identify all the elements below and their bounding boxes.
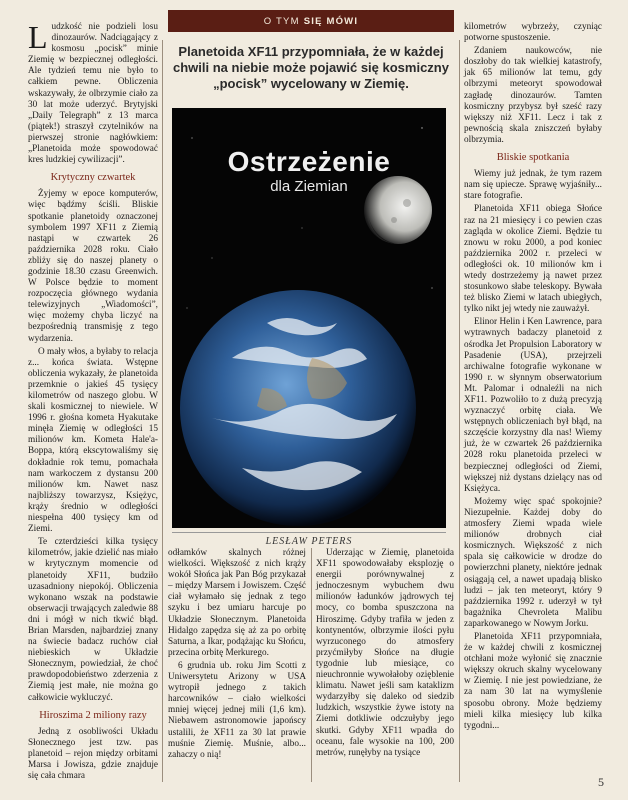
paragraph: Jedną z osobliwości Układu Słonecznego jest tzw. pas planetoid – rejon między orbitami Marsa i Jowisza, gdzie znajduje się cała chmara <box>28 726 158 782</box>
image-title: Ostrzeżenie <box>227 146 391 177</box>
paragraph: Planetoida XF11 przypomniała, że w każdej chwili z kosmicznej otchłani może wyłonić się znacznie większy okruch skalny wycelowany w Ziemię. I nie jest powiedziane, że za nam 30 lat na wymyślenie sposobu obrony. Może będziemy mieli kilka miesięcy lub kilka tygodni... <box>464 631 602 731</box>
paragraph: odłamków skalnych różnej wielkości. Większość z nich krąży wokół Słońca jak Pan Bóg przykazał – między Marsem i Jowiszem. Część ciał wyłamało się jednak z tego szyku i bez umiaru harcuje po Układzie Słonecznym. Planetoida Hidalgo zapędza się aż za po orbitę Saturna, a Ikar, podążając ku Słońcu, przecina orbitę Merkurego. <box>168 548 306 658</box>
column-rule <box>311 548 312 782</box>
section-header <box>168 10 454 32</box>
section-label: O TYM <box>263 15 300 27</box>
page-number: 5 <box>598 775 604 789</box>
paragraph: Elinor Helin i Ken Lawrence, para wytrawnych badaczy planetoid z ośrodka Jet Propulsion Laboratory w Pasadenie (USA), przejrzeli archiwalne fotografie wykonane w 1990 r. w słynnym obserwatorium Mt. Palomar i odnaleźli na nich XF11. Pozwoliło to z dużą precyzją wyznaczyć orbitę ciała. We wstępnych obliczeniach był błąd, na szczęście korzystny dla nas! Wiemy już, że w czwartek 26 października 2028 roku planetoida przeleci w bezpiecznej odległości od Ziemi, większej niż dystans dzielący nas od Księżyca. <box>464 317 602 494</box>
paragraph: O mały włos, a byłaby to relacja z... końca świata. Wstępne obliczenia wykazały, że planetoida przemknie o jakieś 45 tysięcy kilometrów od naszego globu. W skali kosmicznej to niewiele. W 1996 r. głośna kometa Hyakutake minęła Ziemię w odległości 15 milionów km. Kometa Hale'a-Boppa, którą ekscytowaliśmy się dokładnie rok temu, pomachała nam warkoczem z dystansu 200 milionów km. Nawet nasz najbliższy towarzysz, Księżyc, krąży średnio w odległości niespełna 400 tysięcy km od Ziemi. <box>28 346 158 535</box>
column-1 <box>28 19 158 784</box>
paragraph: Zdaniem naukowców, nie doszłoby do tak wielkiej katastrofy, jak 65 milionów lat temu, gdy olbrzymi meteoryt spowodował zagładę dinozaurów. Tamten kosmiczny przybysz był sześć razy większy niż XF11. Lecz i tak z pewnością skala zniszczeń byłaby olbrzymia. <box>464 46 602 145</box>
lead-text: Planetoida XF11 przypomniała, że w każdej chwili na niebie może pojawić się kosmiczny „pocisk” wycelowany w Ziemię. <box>173 44 449 91</box>
subheading: Bliskie spotkania <box>496 152 570 164</box>
paragraph: Żyjemy w epoce komputerów, więc bądźmy ściśli. Bliskie spotkanie planetoidy oznaczonej symbolem 1997 XF11 z Ziemią nastąpi w czwartek 26 października 2028 roku. Ciało zbliży się do naszej planety o godzinie 18.30 czasu Greenwich. W Polsce będzie to moment rozpoczęcia głównego wydania telewizyjnych „Wiadomości”, więc możemy chyba liczyć na bezpośrednią transmisję z tego wydarzenia. <box>28 189 158 344</box>
column-3 <box>316 548 454 761</box>
paragraph: Możemy więc spać spokojnie? Niezupełnie. Każdej doby do atmosfery Ziemi wpada wiele milionów drobnych ciał kosmicznych. Większość z nich spala się całkowicie w drodze do powierzchni planety, niektóre jednak osiągają cel, a nawet upadają blisko ludzi – jak ten meteoryt, który 9 października 1992 r. uderzył w tył bagażnika Chevroleta Malibu zaparkowanego w Nowym Jorku. <box>464 496 602 629</box>
byline: LESŁAW PETERS <box>172 532 446 547</box>
paragraph: Te czterdzieści kilka tysięcy kilometrów, jakie dzielić nas miało w krytycznym momencie od planetoidy XF11, budziło uzasadniony niepokój. Obliczenia wykonano wszak na podstawie obserwacji trwających zaledwie 88 dni i mógł w nich tkwić błąd. Brian Marsden, najbardziej znany na świecie badacz ruchów ciał niebieskich w Układzie Słonecznym, powiedział, że choć prawdopodobieństwo zderzenia z Ziemią jest małe, nie można go całkowicie wykluczyć. <box>28 537 158 703</box>
column-rule <box>162 40 163 782</box>
cover-image <box>172 108 446 528</box>
column-2 <box>168 548 306 763</box>
subheading: Hiroszima 2 miliony razy <box>39 709 147 721</box>
section-label-bold: SIĘ MÓWI <box>303 15 359 27</box>
column-4 <box>464 22 602 734</box>
image-subtitle: dla Ziemian <box>270 178 348 195</box>
subheading: Krytyczny czwartek <box>50 172 136 184</box>
paragraph: kilometrów wybrzeży, czyniąc potworne spustoszenie. <box>464 22 602 44</box>
paragraph: 6 grudnia ub. roku Jim Scotti z Uniwersytetu Arizony w USA wytropił jednego z takich harcowników – ciało wielkości mniej więcej jednej mili (1,6 km). Niebawem astronomowie japońscy ustalili, że XF11 za 30 lat prawie muśnie Ziemię. Muśnie, albo... zahaczy o nią! <box>168 660 306 760</box>
drop-cap: L <box>28 19 48 55</box>
column-rule <box>459 40 460 782</box>
paragraph: Ludzkość nie podzieli losu dinozaurów. Nadciągający z kosmosu „pocisk” minie Ziemię w bezpiecznej odległości. Ale tydzień temu nie było to całkiem pewne. Obliczenia wskazywały, że olbrzymie ciało za 30 lat może uderzyć. Brytyjski „Daily Telegraph” z 13 marca (piątek!) straszył czytelników na pierwszej stronie nagłówkiem: „Planetoida może spowodować kres ludzkiej cywilizacji”. <box>28 19 158 166</box>
paragraph: Planetoida XF11 obiega Słońce raz na 21 miesięcy i co pewien czas zagląda w okolice Ziemi. Będzie tu znowu w roku 2000, a pod koniec października 2002 r. przeleci w odległości ok. 10 milionów km i wtedy dostrzeżemy ją nawet przez stosunkowo słabe teleskopy. Bywała też blisko Ziemi w latach ubiegłych, tylko nikt jej wtedy nie zauważył. <box>464 204 602 315</box>
paragraph: Wiemy już jednak, że tym razem nam się upiecze. Sprawę wyjaśniły... stare fotografie. <box>464 169 602 202</box>
paragraph: Uderzając w Ziemię, planetoida XF11 spowodowałaby eksplozję o energii porównywalnej z jednoczesnym wybuchem dwu milionów ładunków jądrowych tej mocy, co bomba spuszczona na Hiroszimę. Gdyby trafiła w jeden z kontynentów, olbrzymie ilości pyłu wyrzuconego do atmosfery przyćmiłyby Słońce na długie tygodnie lub miesiące, co nieuchronnie wywołałoby ozięblenie klimatu. Nawet jeśli sam kataklizm wydarzyłby się daleko od siedzib ludzkich, wszystkie żywe istoty na Ziemi dotkliwie odczułyby jego skutki. Gdyby XF11 wpadła do oceanu, fale wysokie na 100, 200 metrów, runęłyby na tysiące <box>316 548 454 758</box>
